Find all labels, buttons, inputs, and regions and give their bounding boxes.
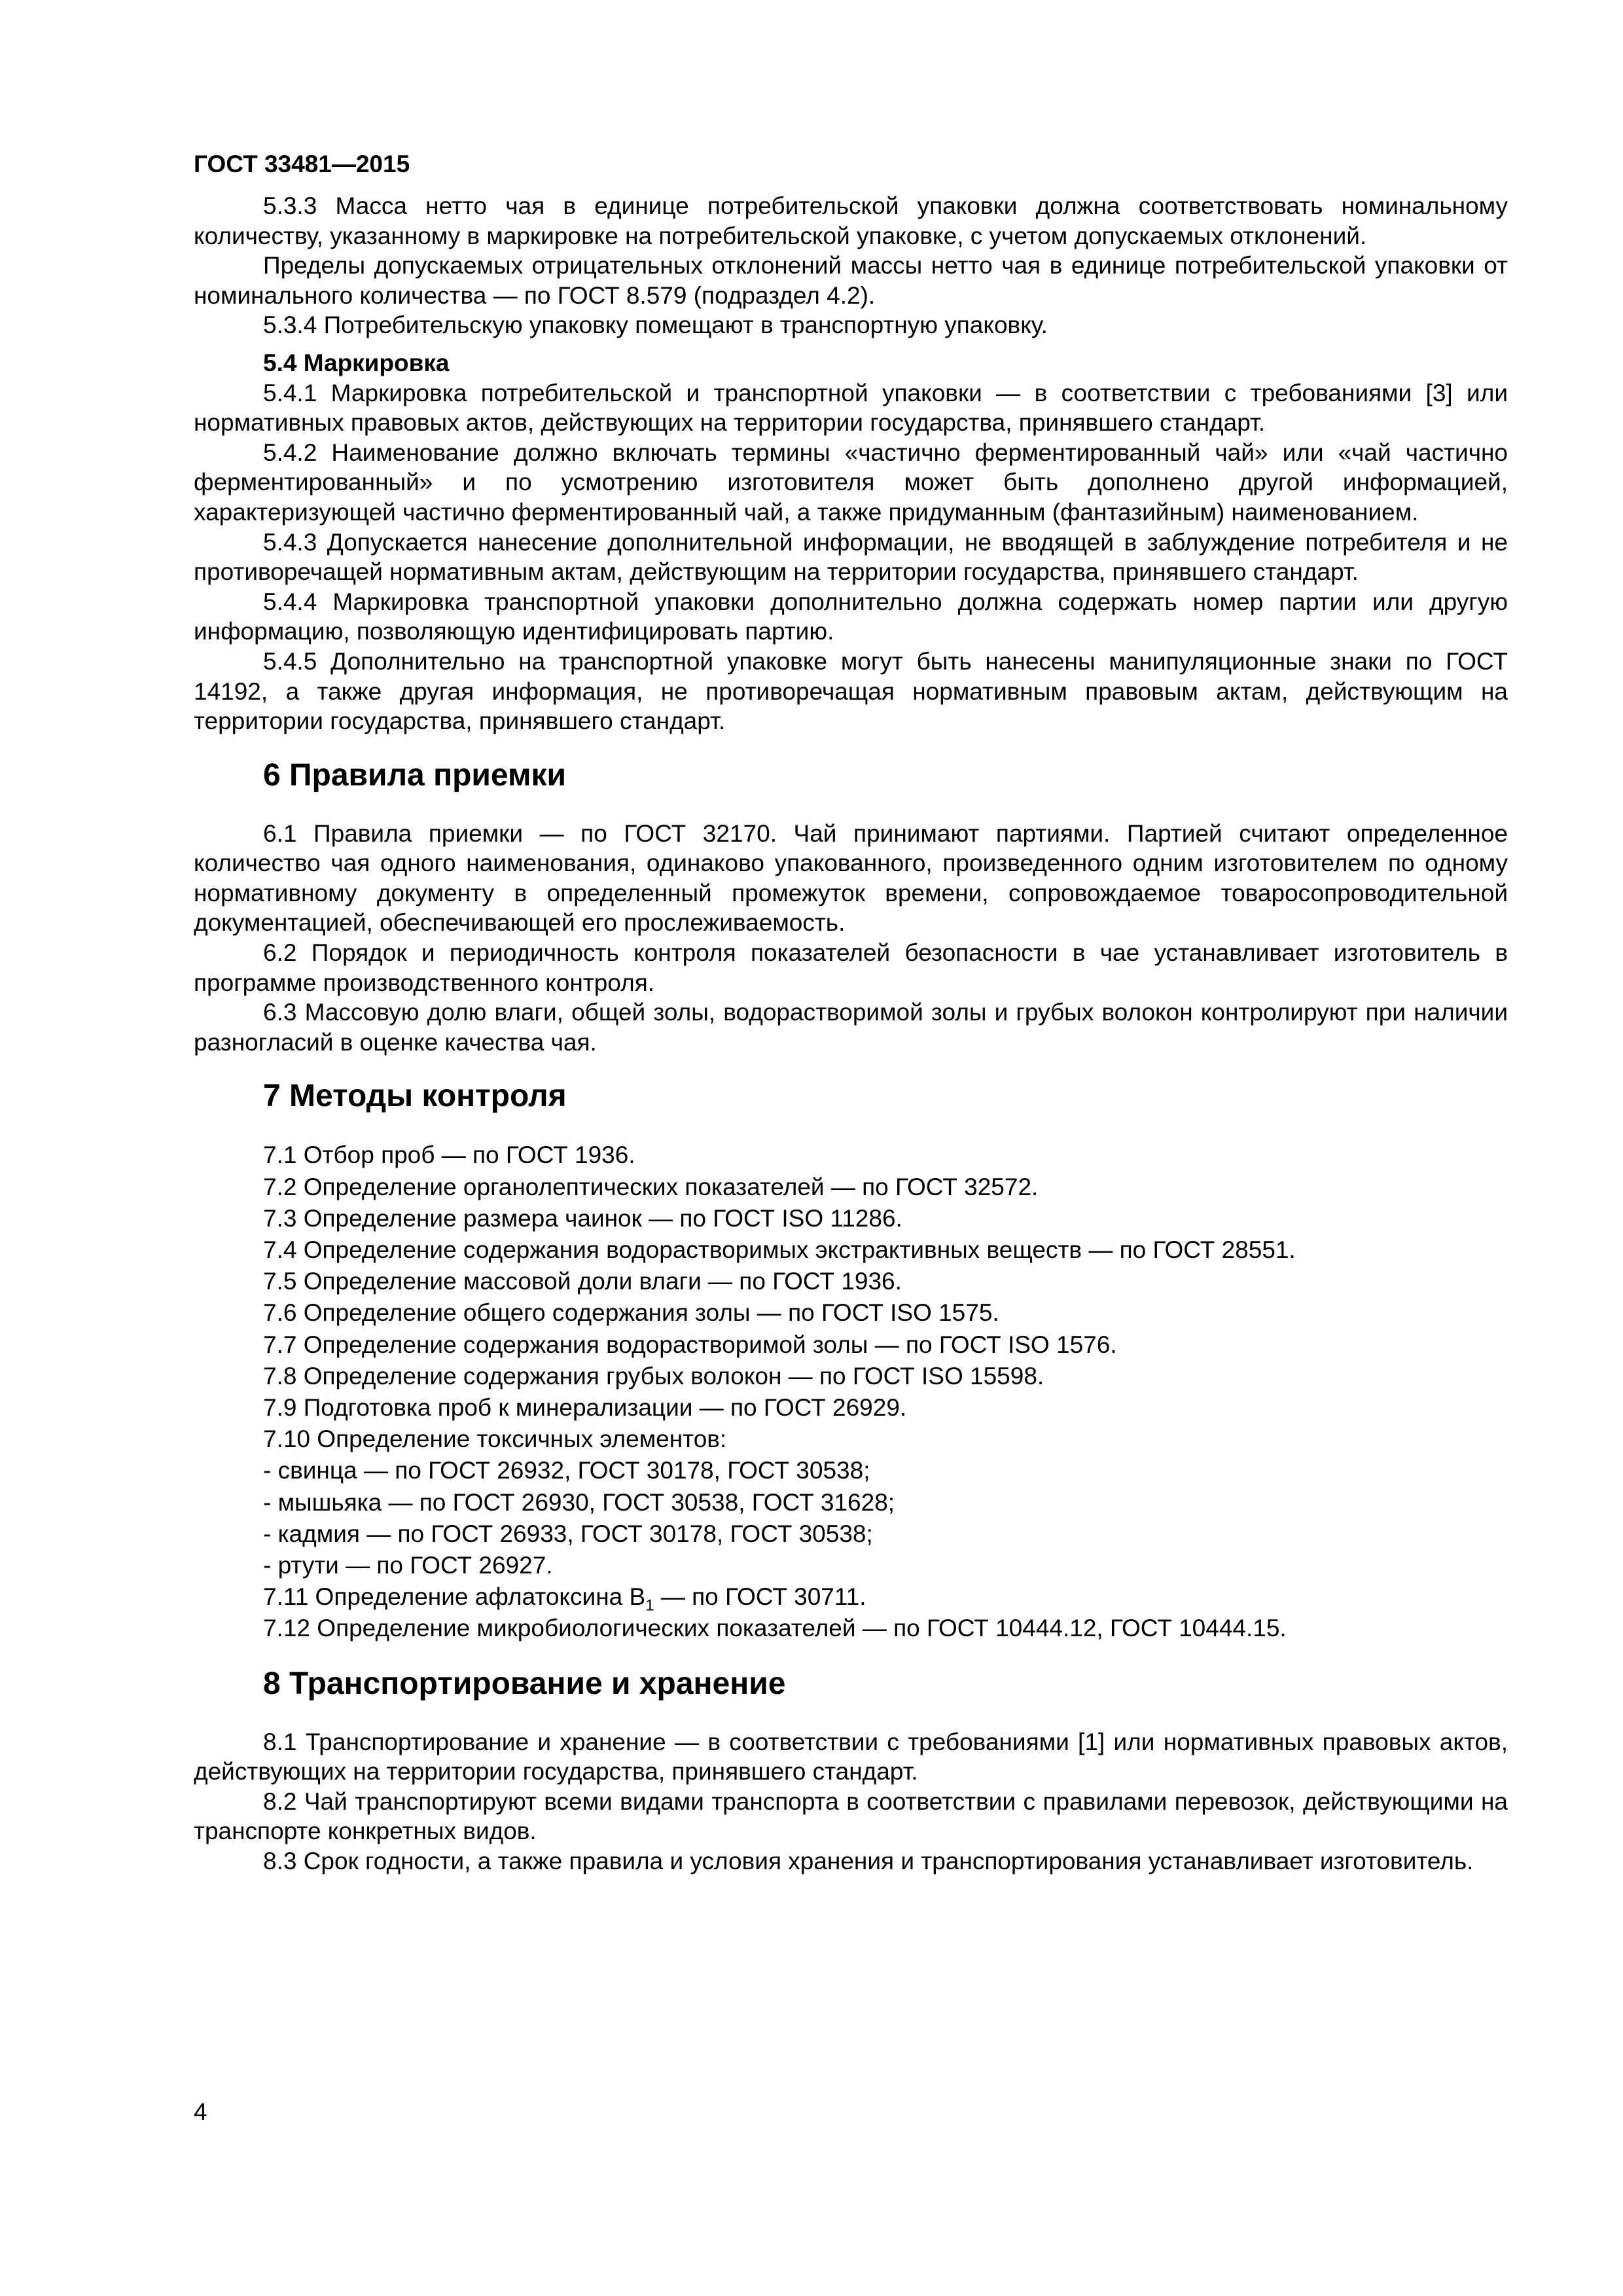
subsection-title-marking: 5.4 Маркировка (263, 349, 450, 376)
list-item: 7.9 Подготовка проб к минерализации — по ГОСТ 26929. (263, 1394, 907, 1422)
paragraph-deviation-limits: Пределы допускаемых отрицательных отклонений массы нетто чая в единице потребительской упаковки от номинального количества — по ГОСТ 8.579 (подраздел 4.2). (194, 252, 1508, 309)
page-number: 4 (194, 2098, 207, 2125)
paragraph-8-2: 8.2 Чай транспортируют всеми видами транспорта в соответствии с правилами перевозок, действующими на транспорте конкретных видов. (194, 1787, 1508, 1845)
paragraph-5-4-5: 5.4.5 Дополнительно на транспортной упаковке могут быть нанесены манипуляционные знаки по ГОСТ 14192, а также другая информация, не противоречащая нормативным правовым актам, действующим на территории государства, принявшего стандарт. (194, 647, 1508, 735)
paragraph-5-4-1: 5.4.1 Маркировка потребительской и транспортной упаковки — в соответствии с требованиями [3] или нормативных правовых актов, действующих на территории государства, принявшего стандарт. (194, 379, 1508, 437)
paragraph-8-1: 8.1 Транспортирование и хранение — в соответствии с требованиями [1] или нормативных правовых актов, действующих на территории государства, принявшего стандарт. (194, 1728, 1508, 1785)
list-item: 7.6 Определение общего содержания золы — по ГОСТ ISO 1575. (263, 1299, 999, 1327)
list-item: 7.3 Определение размера чаинок — по ГОСТ ISO 11286. (263, 1204, 902, 1232)
section-title-acceptance-rules: 6 Правила приемки (263, 757, 567, 793)
list-item: 7.12 Определение микробиологических показателей — по ГОСТ 10444.12, ГОСТ 10444.15. (263, 1615, 1287, 1642)
paragraph-5-3-4: 5.3.4 Потребительскую упаковку помещают в транспортную упаковку. (263, 312, 1048, 339)
list-item: 7.2 Определение органолептических показателей — по ГОСТ 32572. (263, 1173, 1039, 1200)
paragraph-5-4-4: 5.4.4 Маркировка транспортной упаковки дополнительно должна содержать номер партии или другую информацию, позволяющую идентифицировать партию. (194, 588, 1508, 645)
section-title-transport-storage: 8 Транспортирование и хранение (263, 1666, 786, 1701)
list-item: 7.1 Отбор проб — по ГОСТ 1936. (263, 1141, 635, 1169)
list-item: 7.10 Определение токсичных элементов: (263, 1426, 727, 1453)
list-item-aflatoxin (263, 1581, 1508, 1613)
paragraph-6-3: 6.3 Массовую долю влаги, общей золы, водорастворимой золы и грубых волокон контролируют при наличии разногласий в оценке качества чая. (194, 999, 1508, 1056)
control-methods-list (194, 1139, 1508, 1644)
aflatoxin-subscript: 1 (645, 1596, 654, 1615)
section-title-control-methods: 7 Методы контроля (263, 1079, 567, 1114)
paragraph-8-3: 8.3 Срок годности, а также правила и условия хранения и транспортирования устанавливает изготовитель. (263, 1848, 1474, 1875)
paragraph-5-4-2: 5.4.2 Наименование должно включать термины «частично ферментированный чай» или «чай частично ферментированный» и по усмотрению изготовителя может быть дополнено другой информацией, характеризующей частично ферментированный чай, а также придуманным (фантазийным) наименованием. (194, 439, 1508, 526)
paragraph-6-1: 6.1 Правила приемки — по ГОСТ 32170. Чай принимают партиями. Партией считают определенное количество чая одного наименования, одинаково упакованного, произведенного одним изготовителем по одному нормативному документу в определенный промежуток времени, сопровождаемое товаросопроводительной документацией, обеспечивающей его прослеживаемость. (194, 819, 1508, 937)
list-item: - мышьяка — по ГОСТ 26930, ГОСТ 30538, ГОСТ 31628; (263, 1488, 895, 1516)
paragraph-5-4-3: 5.4.3 Допускается нанесение дополнительной информации, не вводящей в заблуждение потребителя и не противоречащей нормативным актам, действующим на территории государства, принявшего стандарт. (194, 528, 1508, 586)
paragraph-6-2: 6.2 Порядок и периодичность контроля показателей безопасности в чае устанавливает изготовитель в программе производственного контроля. (194, 939, 1508, 996)
list-item: 7.7 Определение содержания водорастворимой золы — по ГОСТ ISO 1576. (263, 1331, 1117, 1358)
document-code: ГОСТ 33481—2015 (194, 151, 410, 177)
document-page (194, 149, 1508, 1876)
list-item: 7.4 Определение содержания водорастворимых экстрактивных веществ — по ГОСТ 28551. (263, 1236, 1296, 1264)
list-item: - свинца — по ГОСТ 26932, ГОСТ 30178, ГОСТ 30538; (263, 1457, 870, 1484)
list-item: - ртути — по ГОСТ 26927. (263, 1552, 553, 1579)
list-item: - кадмия — по ГОСТ 26933, ГОСТ 30178, ГОСТ 30538; (263, 1520, 873, 1547)
aflatoxin-text: 7.11 Определение афлатоксина B (263, 1583, 646, 1611)
list-item: 7.8 Определение содержания грубых волокон — по ГОСТ ISO 15598. (263, 1362, 1044, 1390)
paragraph-5-3-3: 5.3.3 Масса нетто чая в единице потребительской упаковки должна соответствовать номинальному количеству, указанному в маркировке на потребительской упаковке, с учетом допускаемых отклонений. (194, 192, 1508, 249)
aflatoxin-text-end: — по ГОСТ 30711. (654, 1583, 866, 1611)
list-item: 7.5 Определение массовой доли влаги — по ГОСТ 1936. (263, 1268, 902, 1295)
